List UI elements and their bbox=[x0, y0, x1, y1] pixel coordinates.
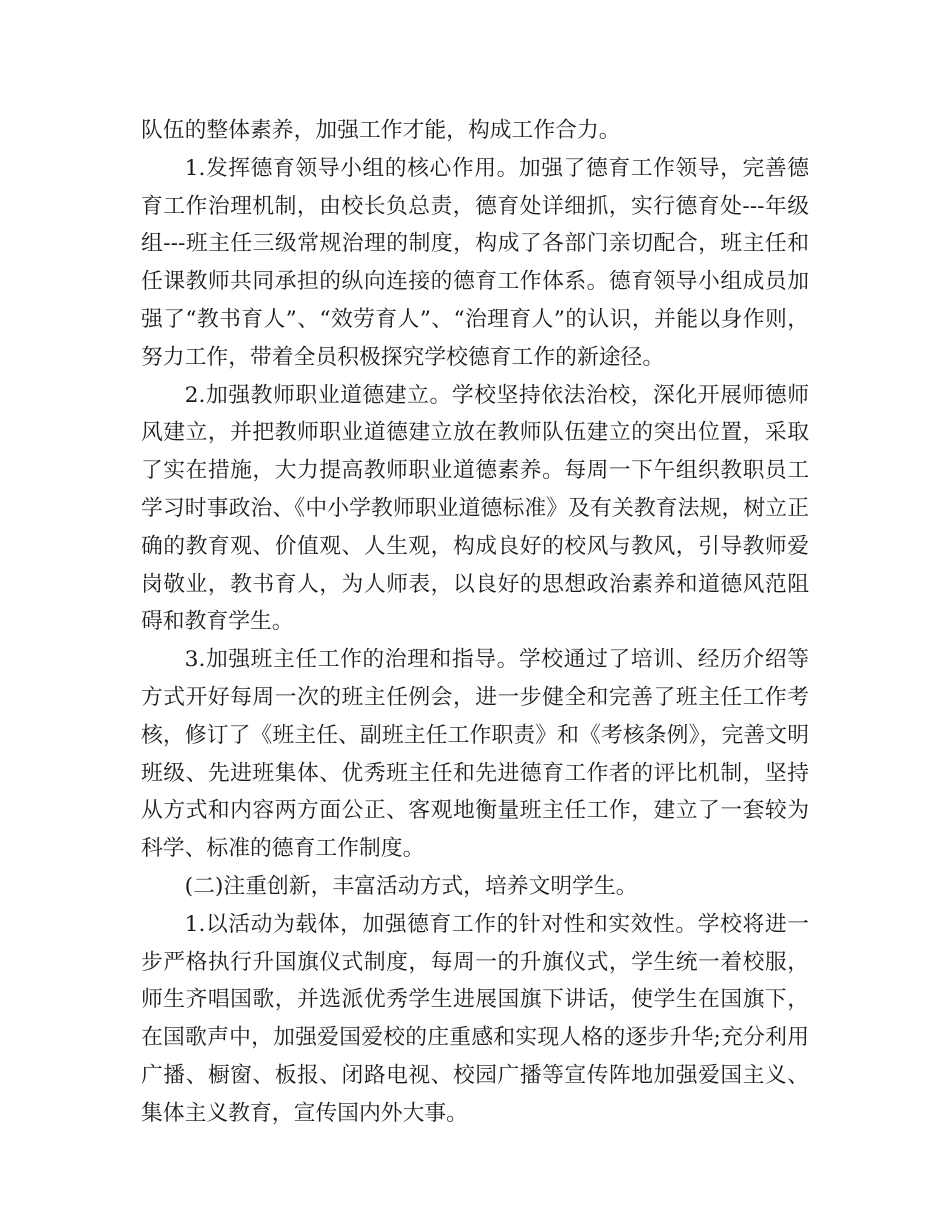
document-body bbox=[141, 112, 809, 1133]
paragraph-item-1: 1.发挥德育领导小组的核心作用。加强了德育工作领导，完善德育工作治理机制，由校长负总责，德育处详细抓，实行德育处---年级组---班主任三级常规治理的制度，构成了各部门亲切配合，班主任和任课教师共同承担的纵向连接的德育工作体系。德育领导小组成员加强了“教书育人”、“效劳育人”、“治理育人”的认识，并能以身作则，努力工作，带着全员积极探究学校德育工作的新途径。 bbox=[141, 155, 809, 370]
paragraph-item-2: 2.加强教师职业道德建立。学校坚持依法治校，深化开展师德师风建立，并把教师职业道德建立放在教师队伍建立的突出位置，采取了实在措施，大力提高教师职业道德素养。每周一下午组织教职员工学习时事政治、《中小学教师职业道德标准》及有关教育法规，树立正确的教育观、价值观、人生观，构成良好的校风与教风，引导教师爱岗敬业，教书育人，为人师表，以良好的思想政治素养和道德风范阻碍和教育学生。 bbox=[141, 382, 809, 635]
paragraph-continuation: 队伍的整体素养，加强工作才能，构成工作合力。 bbox=[141, 118, 621, 143]
section-heading-2: (二)注重创新，丰富活动方式，培养文明学生。 bbox=[184, 873, 638, 899]
paragraph-item-4: 1.以活动为载体，加强德育工作的针对性和实效性。学校将进一步严格执行升国旗仪式制度，每周一的升旗仪式，学生统一着校服，师生齐唱国歌，并选派优秀学生进展国旗下讲话，使学生在国旗下，在国歌声中，加强爱国爱校的庄重感和实现人格的逐步升华;充分利用广播、橱窗、板报、闭路电视、校园广播等宣传阵地加强爱国主义、集体主义教育，宣传国内外大事。 bbox=[141, 911, 809, 1126]
paragraph-item-3: 3.加强班主任工作的治理和指导。学校通过了培训、经历介绍等方式开好每周一次的班主任例会，进一步健全和完善了班主任工作考核，修订了《班主任、副班主任工作职责》和《考核条例》，完善文明班级、先进班集体、优秀班主任和先进德育工作者的评比机制，坚持从方式和内容两方面公正、客观地衡量班主任工作，建立了一套较为科学、标准的德育工作制度。 bbox=[141, 647, 809, 862]
